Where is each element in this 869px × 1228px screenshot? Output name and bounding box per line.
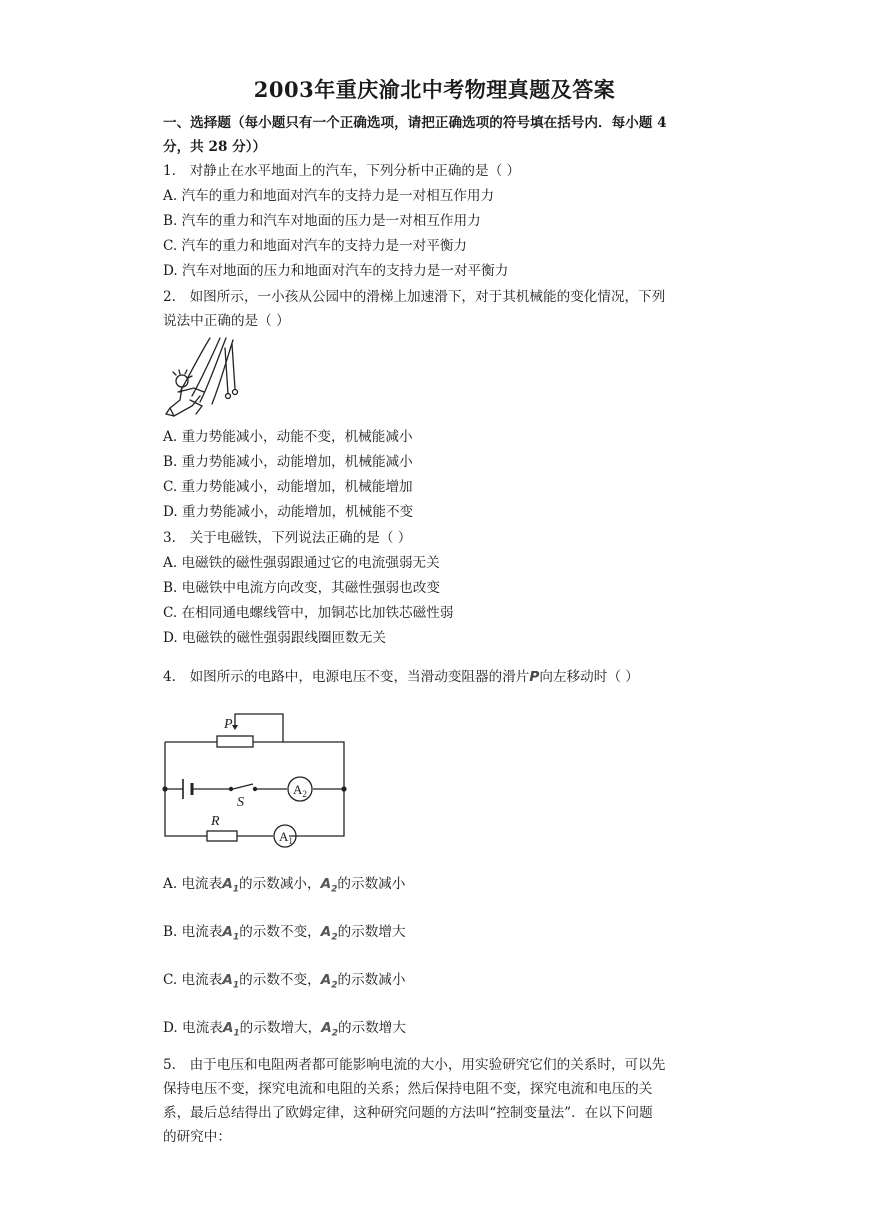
question-2-option-c: C. 重力势能减小，动能增加，机械能增加	[163, 479, 413, 495]
question-3-option-c: C. 在相同通电螺线管中，加铜芯比加铁芯磁性弱	[163, 605, 454, 621]
question-5-line4: 的研究中：	[163, 1129, 231, 1145]
question-5-line2: 保持电压不变，探究电流和电阻的关系；然后保持电阻不变，探究电流和电压的关	[163, 1081, 653, 1097]
symbol-letter: A	[320, 924, 332, 940]
slide-child-figure	[160, 334, 245, 422]
symbol-letter: A	[222, 876, 233, 892]
question-1-option-d: D. 汽车对地面的压力和地面对汽车的支持力是一对平衡力	[163, 263, 509, 279]
option-text: 的示数增大	[337, 924, 406, 940]
option-text: D. 电流表	[163, 1020, 223, 1036]
question-4-option-a	[163, 875, 405, 899]
option-text: 的示数增大	[338, 1020, 406, 1036]
rheostat	[217, 736, 253, 747]
meter-a2-label	[293, 782, 307, 799]
meter-a1-label	[279, 829, 293, 846]
question-3-stem: 3. 关于电磁铁，下列说法正确的是（ ）	[163, 530, 412, 546]
question-2-option-b: B. 重力势能减小，动能增加，机械能减小	[163, 454, 413, 470]
ammeter-a1-symbol	[222, 924, 240, 943]
label-r: R	[211, 814, 220, 829]
symbol-letter: A	[321, 1020, 332, 1036]
question-1-option-c: C. 汽车的重力和地面对汽车的支持力是一对平衡力	[163, 238, 468, 254]
question-4-option-c	[163, 971, 405, 995]
option-text: C. 电流表	[163, 972, 223, 988]
ammeter-a2-symbol	[320, 972, 338, 991]
meter-a2-sub: 2	[302, 789, 307, 799]
question-3-option-b: B. 电磁铁中电流方向改变，其磁性强弱也改变	[163, 580, 440, 596]
symbol-sub: 2	[331, 980, 338, 991]
question-2-option-d: D. 重力势能减小，动能增加，机械能不变	[163, 504, 414, 520]
option-text: A. 电流表	[163, 876, 223, 892]
symbol-letter: A	[222, 924, 233, 940]
resistor-r	[207, 831, 237, 841]
ammeter-a1-symbol	[222, 972, 240, 991]
label-p: P	[224, 717, 233, 732]
question-2-stem-line1: 2. 如图所示，一小孩从公园中的滑梯上加速滑下，对于其机械能的变化情况，下列	[163, 289, 666, 305]
question-3-option-a: A. 电磁铁的磁性强弱跟通过它的电流强弱无关	[163, 555, 440, 571]
option-text: 的示数减小	[337, 876, 406, 892]
ammeter-a2-symbol	[321, 1020, 338, 1039]
option-text: 的示数减小，	[239, 876, 321, 892]
switch-contact-left	[229, 787, 233, 791]
question-2-option-a: A. 重力势能减小，动能不变，机械能减小	[163, 429, 413, 445]
slider-p-symbol: P	[529, 669, 540, 685]
meter-a1-sub: 1	[288, 836, 293, 846]
switch-contact-right	[253, 787, 257, 791]
option-text: 的示数不变，	[239, 924, 321, 940]
meter-a1-letter: A	[279, 829, 289, 844]
option-text: 的示数增大，	[239, 1020, 322, 1036]
symbol-sub: 1	[233, 1028, 240, 1039]
switch-s-blade	[233, 784, 253, 789]
symbol-sub: 2	[331, 1028, 338, 1039]
ammeter-a1-symbol	[222, 1020, 240, 1039]
label-s: S	[237, 795, 244, 810]
junction-left	[162, 786, 167, 791]
circuit-diagram	[155, 710, 355, 846]
question-4-option-b	[163, 923, 406, 947]
question-2-stem-line2: 说法中正确的是（ ）	[163, 313, 290, 329]
ammeter-a2-symbol	[320, 924, 338, 943]
wire-slider	[235, 714, 283, 742]
question-4-option-d	[163, 1019, 406, 1043]
symbol-letter: A	[222, 1020, 234, 1036]
option-text: 的示数不变，	[239, 972, 321, 988]
page-title: 2003年重庆渝北中考物理真题及答案	[253, 77, 616, 102]
symbol-letter: A	[320, 876, 332, 892]
symbol-sub: 1	[232, 932, 240, 943]
symbol-letter: A	[222, 972, 233, 988]
meter-a2-letter: A	[293, 782, 303, 797]
option-text: B. 电流表	[163, 924, 223, 940]
section-heading-line1: 一、选择题（每小题只有一个正确选项，请把正确选项的符号填在括号内．每小题 4	[163, 115, 667, 131]
symbol-letter: A	[320, 972, 332, 988]
question-5-line1: 5. 由于电压和电阻两者都可能影响电流的大小，用实验研究它们的关系时，可以先	[163, 1057, 666, 1073]
junction-right	[341, 786, 346, 791]
question-4-stem-pre: 4. 如图所示的电路中，电源电压不变，当滑动变阻器的滑片	[163, 669, 530, 685]
question-1-stem: 1. 对静止在水平地面上的汽车，下列分析中正确的是（ ）	[163, 163, 521, 179]
symbol-sub: 2	[331, 932, 338, 943]
slider-arrow	[232, 725, 238, 730]
ammeter-a2-symbol	[320, 876, 338, 895]
question-4-stem-post: 向左移动时（ ）	[539, 669, 639, 685]
ammeter-a1-symbol	[222, 876, 240, 895]
question-1-option-b: B. 汽车的重力和汽车对地面的压力是一对相互作用力	[163, 213, 481, 229]
section-heading-line2: 分，共 28 分））	[163, 139, 267, 155]
question-4-stem	[163, 668, 639, 686]
question-5-line3: 系，最后总结得出了欧姆定律，这种研究问题的方法叫“控制变量法”．在以下问题	[163, 1105, 653, 1121]
symbol-sub: 1	[232, 980, 240, 991]
option-text: 的示数减小	[337, 972, 406, 988]
question-3-option-d: D. 电磁铁的磁性强弱跟线圈匝数无关	[163, 630, 386, 646]
symbol-sub: 1	[232, 884, 240, 895]
symbol-sub: 2	[331, 884, 338, 895]
question-1-option-a: A. 汽车的重力和地面对汽车的支持力是一对相互作用力	[163, 188, 495, 204]
